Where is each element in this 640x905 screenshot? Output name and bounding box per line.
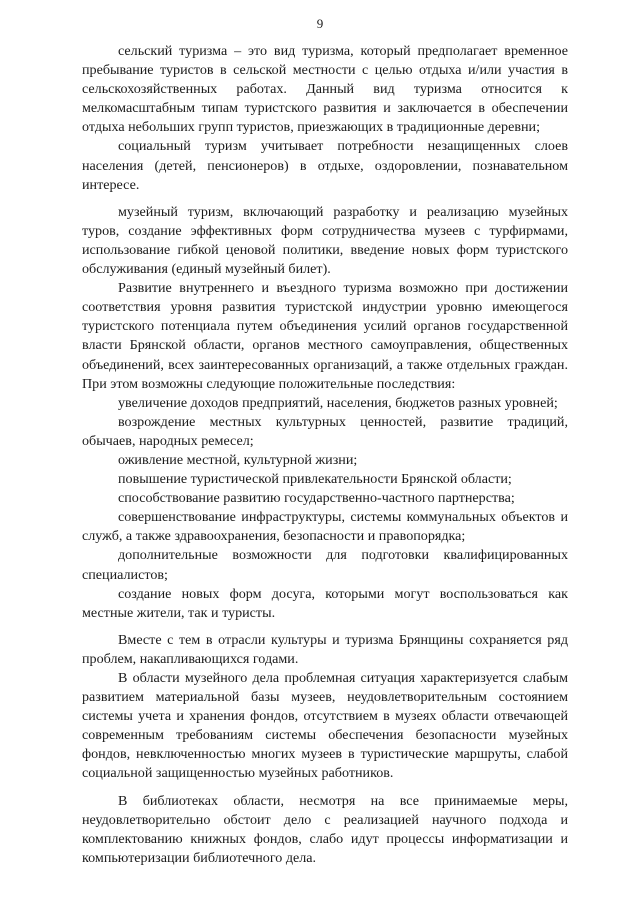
list-item-infrastructure: совершенствование инфраструктуры, системы коммунальных объектов и служб, а также здравоохранения, безопасности и правопорядка; — [82, 509, 568, 545]
list-item-attractiveness: повышение туристической привлекательности Брянской области; — [118, 471, 512, 488]
list-item-cultural-life: оживление местной, культурной жизни; — [118, 451, 358, 468]
list-item-partnership: способствование развитию государственно-частного партнерства; — [118, 490, 515, 507]
paragraph-social-tourism: социальный туризм учитывает потребности незащищенных слоев населения (детей, пенсионеров) в отдыхе, оздоровлении, познавательном интересе. — [82, 138, 568, 193]
list-item-cultural-values: возрождение местных культурных ценностей, развитие традиций, обычаев, народных ремесел; — [82, 413, 568, 449]
document-body — [82, 42, 568, 868]
paragraph-library-problems: В библиотеках области, несмотря на все принимаемые меры, неудовлетворительно обстоит дело с реализацией научного подхода и комплектованию книжных фондов, слабо идут процессы информатизации и компьютеризации библиотечного дела. — [82, 792, 568, 866]
paragraph-rural-tourism: сельский туризма – это вид туризма, который предполагает временное пребывание туристов в сельской местности с целью отдыха и/или участия в сельскохозяйственных работах. Данный вид туризма относится к мелкомасштабным типам туристского развития и заключается в обеспечении отдыха небольших групп туристов, приезжающих в традиционные деревни; — [82, 43, 568, 136]
paragraph-museum-tourism: музейный туризм, включающий разработку и реализацию музейных туров, создание эффективных форм сотрудничества музеев с турфирмами, использование гибкой ценовой политики, введение новых форм туристского обслуживания (единый музейный билет). — [82, 203, 568, 278]
paragraph-museum-problems: В области музейного дела проблемная ситуация характеризуется слабым развитием материальной базы музеев, неудовлетворительным состоянием системы учета и хранения фондов, отсутствием в музеях области отвечающей современным требованиям системы обеспечения безопасности музейных фондов, невключенностью многих музеев в туристические маршруты, слабой социальной защищенностью музейных работников. — [82, 670, 568, 782]
list-item-leisure: создание новых форм досуга, которыми могут воспользоваться как местные жители, так и туристы. — [82, 585, 568, 621]
page-number: 9 — [316, 16, 324, 31]
list-item-income: увеличение доходов предприятий, населения, бюджетов разных уровней; — [118, 394, 558, 411]
paragraph-problems: Вместе с тем в отрасли культуры и туризма Брянщины сохраняется ряд проблем, накапливающихся годами. — [82, 631, 568, 667]
list-item-specialists: дополнительные возможности для подготовки квалифицированных специалистов; — [82, 547, 568, 583]
paragraph-tourism-development: Развитие внутреннего и въездного туризма возможно при достижении соответствия уровня развития туристской индустрии уровню имеющегося туристского потенциала путем объединения усилий органов государственной власти Брянской области, органов местного самоуправления, общественных объединений, всех заинтересованных организаций, а также отдельных граждан. При этом возможны следующие положительные последствия: — [82, 280, 568, 392]
